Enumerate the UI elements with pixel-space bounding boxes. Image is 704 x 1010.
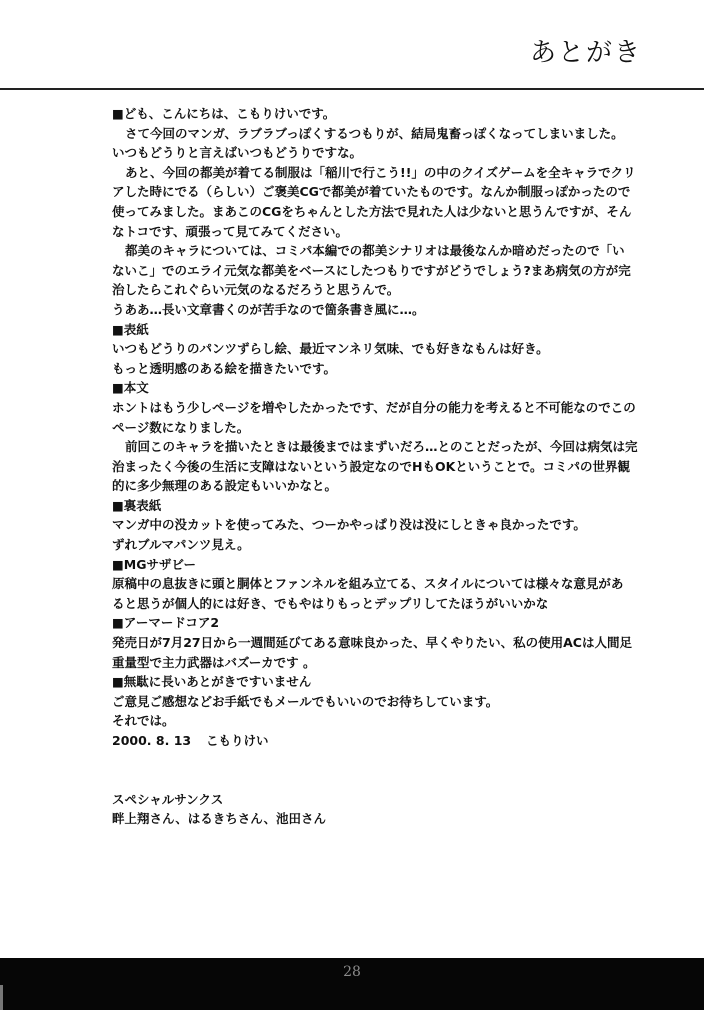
text-line: ると思うが個人的には好き、でもやはりもっとデップリしてたほうがいいかな: [112, 595, 549, 611]
text-line: 都美のキャラについては、コミパ本編での都美シナリオは最後なんか暗めだったので「い: [125, 243, 625, 259]
signature-author: こもりけい: [206, 733, 269, 748]
text-line: なトコです、頑張って見てみてください。: [112, 223, 349, 239]
page-number: 28: [343, 964, 361, 980]
text-line: ■裏表紙: [112, 497, 162, 513]
thanks-names: 畔上翔さん、はるきちさん、池田さん: [112, 811, 327, 827]
text-line: 使ってみました。まあこのCGをちゃんとした方法で見れた人は少ないと思うんですが、そん: [112, 203, 632, 219]
text-line: ■MGサザビー: [112, 556, 197, 572]
signature-row: [112, 731, 672, 751]
afterword-text: [112, 104, 672, 731]
text-line: ■アーマードコア2: [112, 615, 220, 631]
text-line: さて今回のマンガ、ラブラブっぽくするつもりが、結局鬼畜っぽくなってしまいました。: [125, 125, 624, 141]
text-line: ■表紙: [112, 321, 149, 337]
text-line: 原稿中の息抜きに頭と胴体とファンネルを組み立てる、スタイルについては様々な意見があ: [112, 576, 624, 592]
signature-date: 2000. 8. 13: [112, 733, 192, 748]
text-line: 的に多少無理のある設定もいいかなと。: [112, 478, 338, 494]
text-line: 治まったく今後の生活に支障はないという設定なのでHもOKということで。コミパの世界観: [112, 458, 631, 474]
text-line: ■無駄に長いあとがきですいません: [112, 674, 312, 690]
text-line: 治したらこれぐらい元気のなるだろうと思うんで。: [112, 282, 400, 298]
text-line: 重量型で主力武器はバズーカです 。: [112, 654, 316, 670]
page-footer: [0, 958, 704, 1010]
page-title: あとがき: [530, 38, 643, 68]
text-line: ご意見ご感想などお手紙でもメールでもいいのでお待ちしています。: [112, 693, 499, 709]
text-line: いつもどうりのパンツずらし絵、最近マンネリ気味、でも好きなもんは好き。: [112, 341, 549, 357]
header-divider: [0, 88, 704, 90]
text-line: ずれブルマパンツ見え。: [112, 537, 250, 553]
text-line: アした時にでる（らしい）ご褒美CGで都美が着ていたものです。なんか制服っぽかったので: [112, 184, 631, 200]
text-line: 発売日が7月27日から一週間延びてある意味良かった、早くやりたい、私の使用ACは人間足: [112, 635, 632, 651]
text-line: もっと透明感のある絵を描きたいです。: [112, 360, 337, 376]
text-line: それでは。: [112, 713, 175, 729]
text-line: ページ数になりました。: [112, 419, 250, 435]
afterword-body: [112, 104, 672, 829]
text-line: ないこ」でのエライ元気な都美をベースにしたつもりですがどうでしょう?まあ病気の方が完: [112, 262, 631, 278]
text-line: あと、今回の都美が着てる制服は「稲川で行こう!!」の中のクイズゲームを全キャラでクリ: [125, 164, 636, 180]
scan-edge: [0, 985, 3, 1010]
text-line: いつもどうりと言えばいつもどうりですな。: [112, 145, 363, 161]
spacer: [112, 751, 672, 771]
text-line: ホントはもう少しページを増やしたかったです、だが自分の能力を考えると不可能なのでこの: [112, 399, 636, 415]
text-line: 前回このキャラを描いたときは最後まではまずいだろ…とのことだったが、今回は病気は完: [125, 439, 638, 455]
text-line: ■本文: [112, 380, 149, 396]
spacer: [112, 770, 672, 790]
text-line: マンガ中の没カットを使ってみた、つーかやっぱり没は没にしときゃ良かったです。: [112, 517, 586, 533]
text-line: うああ…長い文章書くのが苦手なので箇条書き風に…。: [112, 301, 425, 317]
text-line: ■ども、こんにちは、こもりけいです。: [112, 106, 336, 121]
thanks-heading: スペシャルサンクス: [112, 791, 224, 807]
